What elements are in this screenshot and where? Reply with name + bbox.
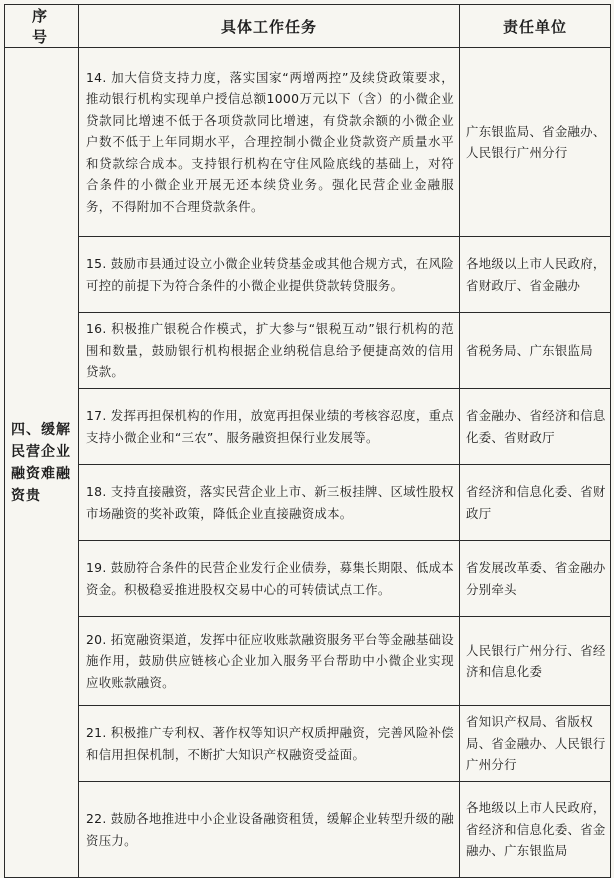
table-row xyxy=(5,313,611,389)
unit-cell: 省发展改革委、省金融办分别牵头 xyxy=(460,541,611,617)
task-cell: 16. 积极推广银税合作模式，扩大参与“银税互动”银行机构的范围和数量，鼓励银行机构根据企业纳税信息给予便捷高效的信用贷款。 xyxy=(79,313,460,389)
table-row xyxy=(5,782,611,878)
task-cell: 17. 发挥再担保机构的作用，放宽再担保业绩的考核容忍度，重点支持小微企业和“三农”、服务融资担保行业发展等。 xyxy=(79,389,460,465)
unit-cell: 省知识产权局、省版权局、省金融办、人民银行广州分行 xyxy=(460,706,611,782)
unit-cell: 省金融办、省经济和信息化委、省财政厅 xyxy=(460,389,611,465)
table-row xyxy=(5,389,611,465)
unit-cell: 省税务局、广东银监局 xyxy=(460,313,611,389)
task-cell: 21. 积极推广专利权、著作权等知识产权质押融资，完善风险补偿和信用担保机制，不断扩大知识产权融资受益面。 xyxy=(79,706,460,782)
unit-cell: 人民银行广州分行、省经济和信息化委 xyxy=(460,617,611,706)
task-cell: 18. 支持直接融资，落实民营企业上市、新三板挂牌、区域性股权市场融资的奖补政策，降低企业直接融资成本。 xyxy=(79,465,460,541)
table-row xyxy=(5,48,611,237)
unit-cell: 广东银监局、省金融办、人民银行广州分行 xyxy=(460,48,611,237)
unit-cell: 省经济和信息化委、省财政厅 xyxy=(460,465,611,541)
table-header-row xyxy=(5,5,611,48)
task-table xyxy=(4,4,611,878)
table-row xyxy=(5,541,611,617)
table-row xyxy=(5,706,611,782)
table-row xyxy=(5,465,611,541)
table-row xyxy=(5,237,611,313)
table-row xyxy=(5,617,611,706)
task-cell: 15. 鼓励市县通过设立小微企业转贷基金或其他合规方式，在风险可控的前提下为符合条件的小微企业提供贷款转贷服务。 xyxy=(79,237,460,313)
task-cell: 19. 鼓励符合条件的民营企业发行企业债券，募集长期限、低成本资金。积极稳妥推进股权交易中心的可转债试点工作。 xyxy=(79,541,460,617)
task-cell: 14. 加大信贷支持力度，落实国家“两增两控”及续贷政策要求，推动银行机构实现单户授信总额1000万元以下（含）的小微企业贷款同比增速不低于各项贷款同比增速，有贷款余额的小微企业户数不低于上年同期水平，合理控制小微企业贷款资产质量水平和贷款综合成本。支持银行机构在守住风险底线的基础上，对符合条件的小微企业开展无还本续贷业务。强化民营企业金融服务，不得附加不合理贷款条件。 xyxy=(79,48,460,237)
unit-cell: 各地级以上市人民政府，省财政厅、省金融办 xyxy=(460,237,611,313)
header-task: 具体工作任务 xyxy=(79,5,460,48)
header-seq: 序 号 xyxy=(5,5,79,48)
header-unit: 责任单位 xyxy=(460,5,611,48)
task-cell: 22. 鼓励各地推进中小企业设备融资租赁，缓解企业转型升级的融资压力。 xyxy=(79,782,460,878)
unit-cell: 各地级以上市人民政府，省经济和信息化委、省金融办、广东银监局 xyxy=(460,782,611,878)
category-cell: 四、缓解民营企业融资难融资贵 xyxy=(5,48,79,878)
task-cell: 20. 拓宽融资渠道，发挥中征应收账款融资服务平台等金融基础设施作用，鼓励供应链核心企业加入服务平台帮助中小微企业实现应收账款融资。 xyxy=(79,617,460,706)
